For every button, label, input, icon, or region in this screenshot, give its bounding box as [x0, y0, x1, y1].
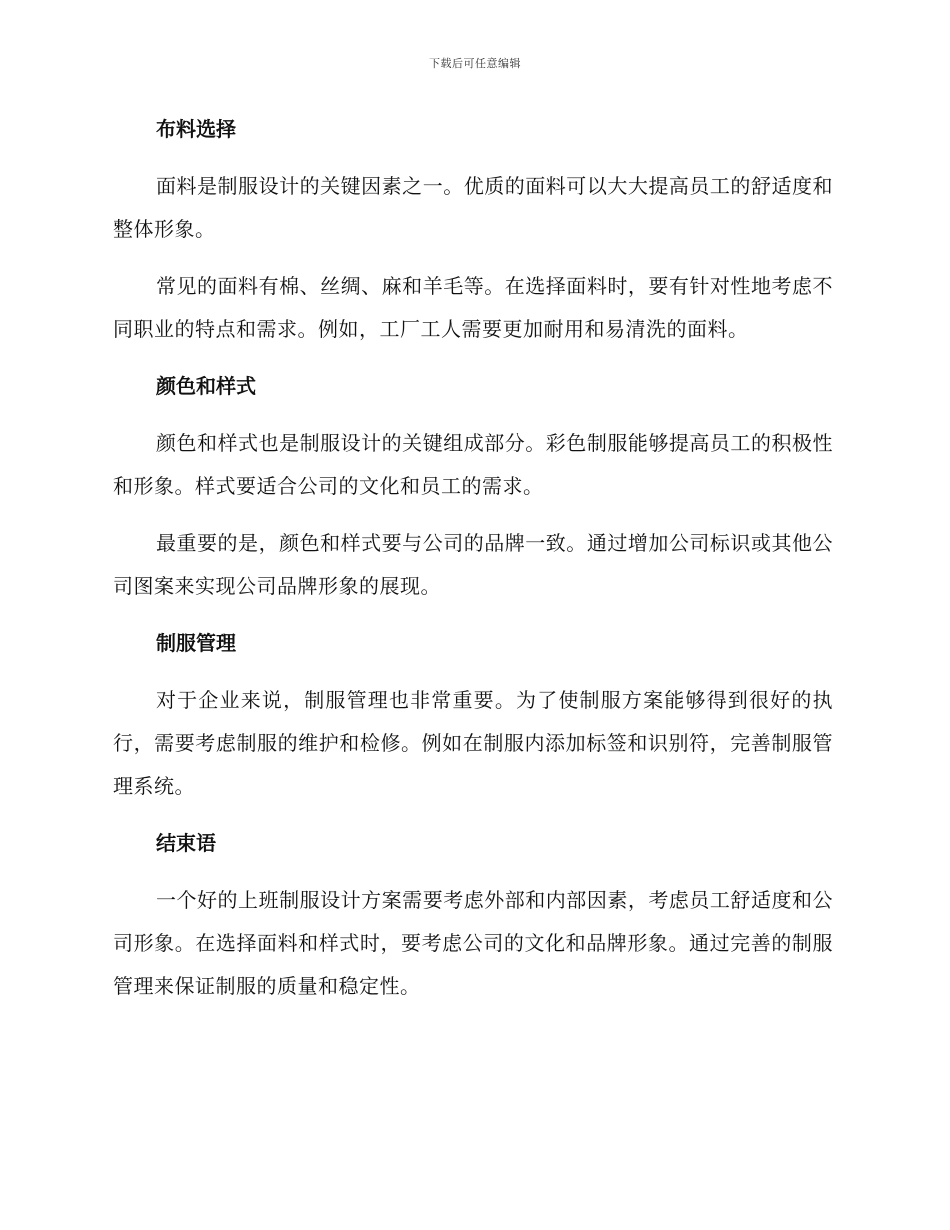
document-body	[113, 108, 833, 1022]
section-heading-fabric: 布料选择	[156, 117, 236, 141]
paragraph: 面料是制服设计的关键因素之一。优质的面料可以大大提高员工的舒适度和整体形象。	[113, 174, 833, 241]
section-heading-color-style: 颜色和样式	[156, 374, 256, 398]
paragraph: 最重要的是，颜色和样式要与公司的品牌一致。通过增加公司标识或其他公司图案来实现公司品牌形象的展现。	[113, 531, 833, 598]
paragraph: 常见的面料有棉、丝绸、麻和羊毛等。在选择面料时，要有针对性地考虑不同职业的特点和需求。例如，工厂工人需要更加耐用和易清洗的面料。	[113, 274, 833, 341]
paragraph: 颜色和样式也是制服设计的关键组成部分。彩色制服能够提高员工的积极性和形象。样式要适合公司的文化和员工的需求。	[113, 431, 833, 498]
section-heading-conclusion: 结束语	[156, 831, 216, 855]
section-heading-uniform-management: 制服管理	[156, 631, 236, 655]
paragraph: 一个好的上班制服设计方案需要考虑外部和内部因素，考虑员工舒适度和公司形象。在选择面料和样式时，要考虑公司的文化和品牌形象。通过完善的制服管理来保证制服的质量和稳定性。	[113, 888, 833, 998]
paragraph: 对于企业来说，制服管理也非常重要。为了使制服方案能够得到很好的执行，需要考虑制服的维护和检修。例如在制服内添加标签和识别符，完善制服管理系统。	[113, 688, 833, 798]
page-header: 下载后可任意编辑	[429, 57, 521, 70]
